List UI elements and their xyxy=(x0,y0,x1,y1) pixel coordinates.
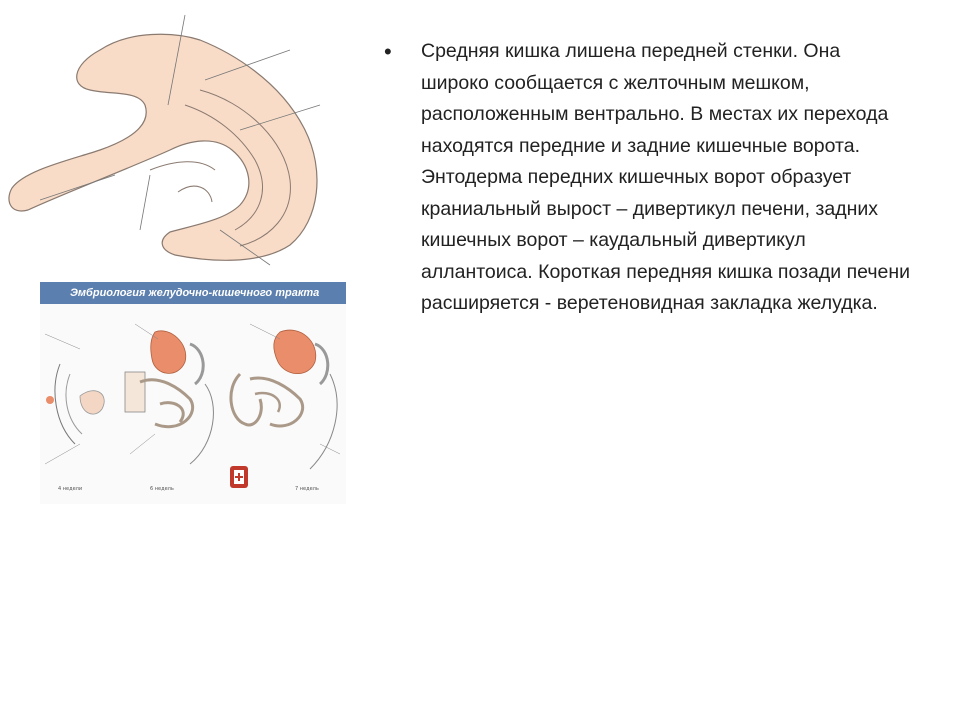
publisher-logo xyxy=(230,466,248,488)
bullet-paragraph: Средняя кишка лишена передней стенки. Она широко сообщается с желточным мешком, расположенным вентрально. В местах их перехода находятся передние и задние кишечные ворота. Энтодерма передних кишечных ворот образует краниальный вырост – дивертикул печени, задних кишечных ворот – каудальный дивертикул аллантоиса. Короткая передняя кишка позади печени расширяется - веретеновидная закладка желудка. xyxy=(421,40,910,314)
bullet-marker: • xyxy=(384,39,392,64)
panel-label: 7 недель xyxy=(295,486,319,492)
panel-label: 6 недель xyxy=(150,486,174,492)
gi-stages-illustration xyxy=(40,304,346,504)
gi-embryology-figure xyxy=(40,282,346,504)
panel-label: 4 недели xyxy=(58,486,83,492)
embryo-gut-diagram xyxy=(0,10,340,270)
embryo-outline xyxy=(9,34,317,260)
pointer-line xyxy=(140,175,150,230)
gut-tube-line xyxy=(150,162,215,170)
figure-banner-title: Эмбриология желудочно-кишечного тракта xyxy=(40,282,346,304)
gut-tube-line xyxy=(178,186,212,202)
